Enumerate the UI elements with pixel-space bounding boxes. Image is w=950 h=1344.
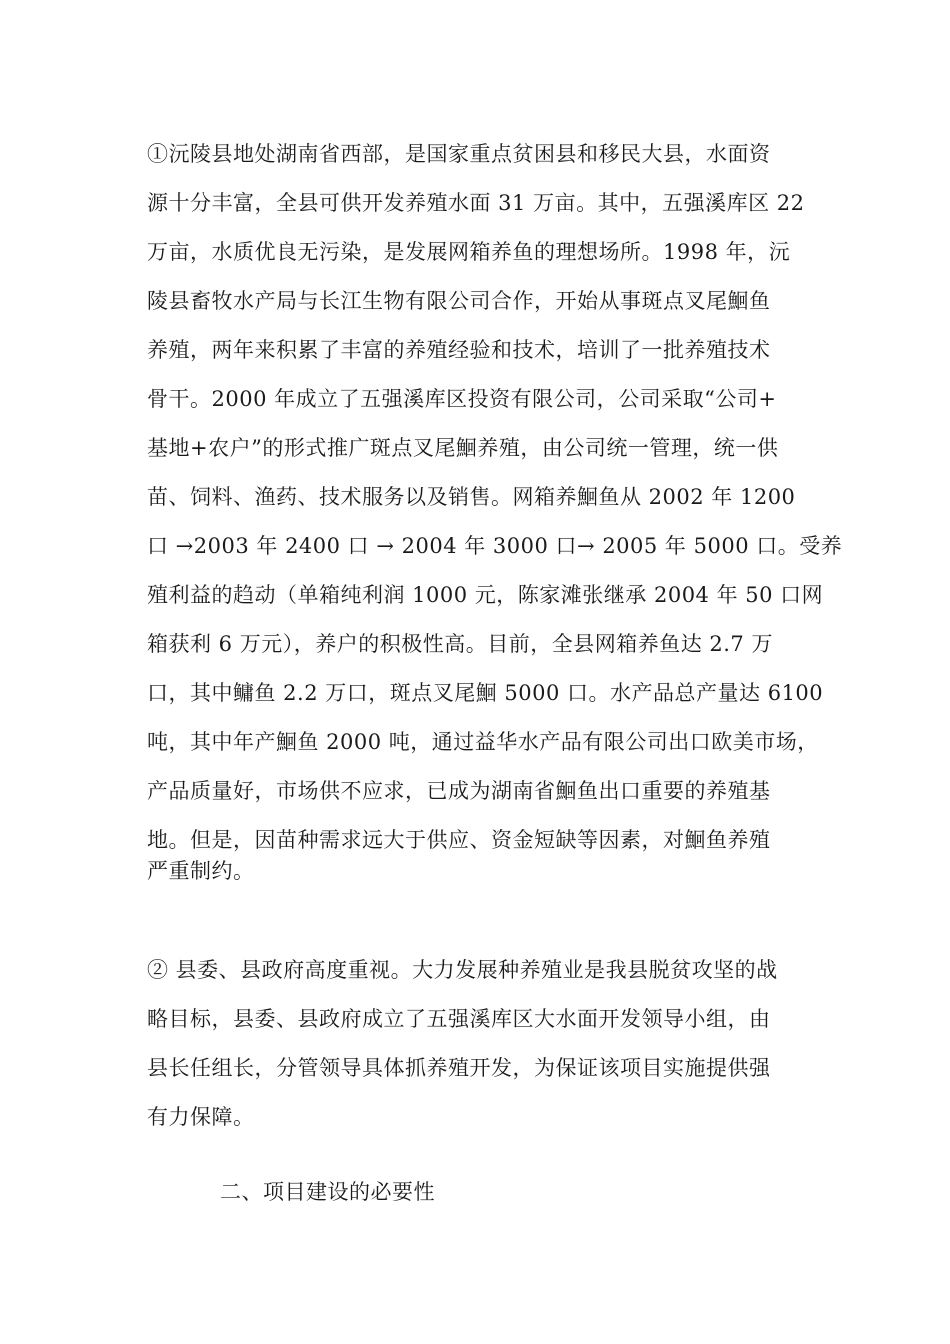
paragraph-1-line: 苗、饲料、渔药、技术服务以及销售。网箱养鮰鱼从 2002 年 1200 — [147, 485, 796, 509]
paragraph-1-line: 吨，其中年产鮰鱼 2000 吨，通过益华水产品有限公司出口欧美市场， — [147, 730, 819, 754]
paragraph-1-line: 产品质量好，市场供不应求，已成为湖南省鮰鱼出口重要的养殖基 — [147, 779, 771, 803]
paragraph-1-line: 地。但是，因苗种需求远大于供应、资金短缺等因素，对鮰鱼养殖 — [147, 828, 771, 852]
paragraph-2-line: ② 县委、县政府高度重视。大力发展种养殖业是我县脱贫攻坚的战 — [147, 958, 778, 982]
paragraph-1-line: ①沅陵县地处湖南省西部，是国家重点贫困县和移民大县，水面资 — [147, 142, 771, 166]
paragraph-1-line: 严重制约。 — [147, 859, 255, 883]
paragraph-1-line: 口，其中鳙鱼 2.2 万口，斑点叉尾鮰 5000 口。水产品总产量达 6100 — [147, 681, 824, 705]
paragraph-1-line: 养殖，两年来积累了丰富的养殖经验和技术，培训了一批养殖技术 — [147, 338, 771, 362]
paragraph-1-line: 殖利益的趋动（单箱纯利润 1000 元，陈家滩张继承 2004 年 50 口网 — [147, 583, 824, 607]
paragraph-1-line: 口 →2003 年 2400 口 → 2004 年 3000 口→ 2005 年 5000 口。受养 — [147, 534, 843, 558]
paragraph-2-line: 县长任组长，分管领导具体抓养殖开发，为保证该项目实施提供强 — [147, 1056, 771, 1080]
section-heading: 二、项目建设的必要性 — [220, 1180, 435, 1204]
paragraph-1-line: 箱获利 6 万元），养户的积极性高。目前，全县网箱养鱼达 2.7 万 — [147, 632, 773, 656]
paragraph-1-line: 万亩，水质优良无污染，是发展网箱养鱼的理想场所。1998 年，沅 — [147, 240, 791, 264]
paragraph-2-line: 有力保障。 — [147, 1105, 255, 1129]
paragraph-1-line: 陵县畜牧水产局与长江生物有限公司合作，开始从事斑点叉尾鮰鱼 — [147, 289, 771, 313]
paragraph-2-line: 略目标，县委、县政府成立了五强溪库区大水面开发领导小组，由 — [147, 1007, 771, 1031]
paragraph-1-line: 骨干。2000 年成立了五强溪库区投资有限公司，公司采取“公司+ — [147, 387, 777, 411]
paragraph-1-line: 源十分丰富，全县可供开发养殖水面 31 万亩。其中，五强溪库区 22 — [147, 191, 805, 215]
paragraph-1-line: 基地+农户”的形式推广斑点叉尾鮰养殖，由公司统一管理，统一供 — [147, 436, 779, 460]
